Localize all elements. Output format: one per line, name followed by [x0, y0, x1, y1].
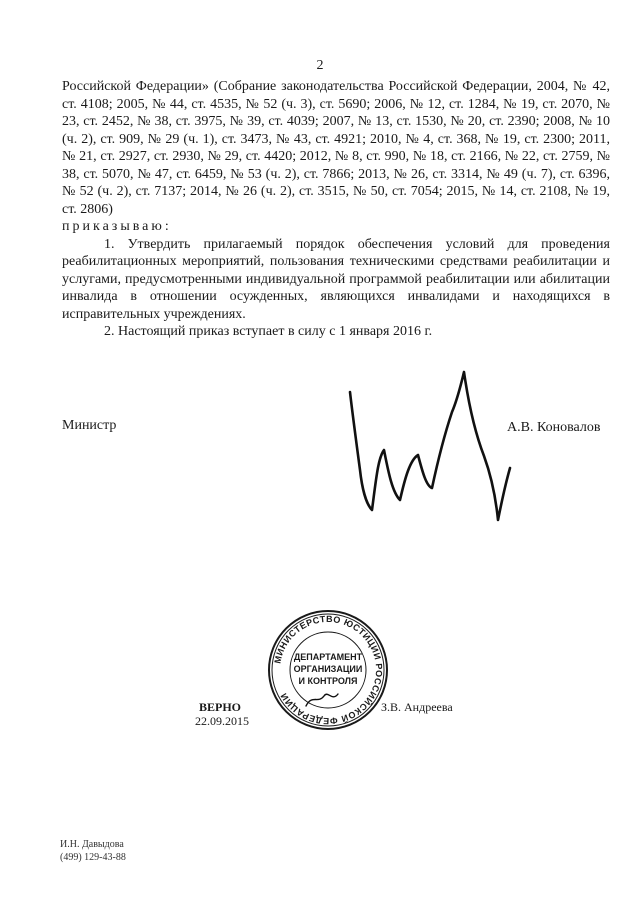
signer-name: А.В. Коновалов [507, 420, 601, 435]
certification-verifier: З.В. Андреева [381, 700, 453, 714]
contact-name: И.Н. Давыдова [60, 839, 124, 850]
contact-phone: (499) 129-43-88 [60, 852, 126, 863]
stamp-line-3: И КОНТРОЛЯ [298, 676, 358, 686]
order-word: приказываю: [62, 219, 172, 234]
certification-date: 22.09.2015 [195, 714, 249, 728]
stamp-line-2: ОРГАНИЗАЦИИ [293, 664, 363, 674]
official-stamp [266, 608, 390, 732]
signer-role: Министр [62, 418, 117, 433]
paragraph-intro: Российской Федерации» (Собрание законодательства Российской Федерации, 2004, № 42, ст. 4108; 2005, № 44, ст. 4535, № 52 (ч. 3), ст. 5690; 2006, № 12, ст. 1284, № 19, ст. 2070, № 23, ст. 2452, № 38, ст. 3975, № 39, ст. 4039; 2007, № 13, ст. 1530, № 20, ст. 2390; 2008, № 10 (ч. 2), ст. 909, № 29 (ч. 1), ст. 3473, № 43, ст. 4921; 2010, № 4, ст. 368, № 19, ст. 2300; 2011, № 21, ст. 2927, ст. 2930, № 29, ст. 4420; 2012, № 8, ст. 990, № 18, ст. 2166, № 22, ст. 2759, № 38, ст. 5070, № 47, ст. 6459, № 53 (ч. 2), ст. 7866; 2013, № 26, ст. 3314, № 49 (ч. 7), ст. 6396, № 52 (ч. 2), ст. 7137; 2014, № 26 (ч. 2), ст. 3515, № 50, ст. 7054; 2015, № 14, ст. 2108, № 19, ст. 2806) [62, 79, 610, 217]
contact-block [60, 838, 126, 864]
stamp-line-1: ДЕПАРТАМЕНТ [293, 652, 363, 662]
order-item-2: 2. Настоящий приказ вступает в силу с 1 января 2016 г. [104, 324, 433, 339]
certification-verno: ВЕРНО [199, 700, 242, 714]
stamp-ring-text: МИНИСТЕРСТВО ЮСТИЦИИ РОССИЙСКОЙ ФЕДЕРАЦИИ [272, 613, 385, 727]
page-number: 2 [316, 58, 324, 73]
order-item-1: 1. Утвердить прилагаемый порядок обеспечения условий для проведения реабилитационных мероприятий, пользования техническими средствами реабилитации и услугами, предусмотренными индивидуальной программой реабилитации или абилитации инвалида в отношении осужденных, являющихся инвалидами и находящихся в исправительных учреждениях. [62, 236, 610, 322]
